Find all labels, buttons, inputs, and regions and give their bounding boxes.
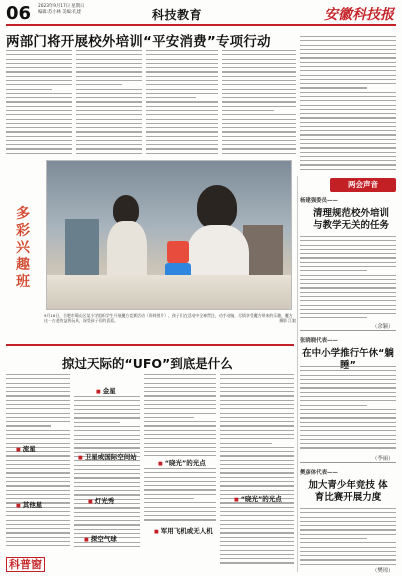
photo-caption: 9月16日，合肥市蜀山区某小学组织学生开展魔方竞赛活动（资料图片），孩子们在活动中全神贯注，动手动脑，尽情享受魔方带来的乐趣。魔方这一古老的益智玩具，深受孩子们的喜爱。 摄影 江毅 [44, 313, 296, 324]
column-divider [297, 176, 298, 572]
sidebar-end-1: （余颖） [372, 324, 394, 330]
issue-meta [38, 4, 128, 16]
issue-editor: 编辑:苏小林 美编:孔建 [38, 10, 81, 15]
sidebar-headline-1: 清理规范校外培训 与教学无关的任务 [312, 208, 389, 231]
ufo-column-2 [74, 396, 140, 550]
sidebar-headline-2: 在中小学推行午休“躺 [302, 348, 394, 359]
sidebar-tag: 两会声音 [330, 178, 396, 192]
ufo-subhead-1: ■ 金星 [96, 386, 116, 395]
decorative-column-title: 多 彩 兴 趣 班 [16, 206, 30, 290]
ufo-subhead-9: ■ “晓光”的光点 [234, 494, 282, 503]
sidebar-author-1: 杨建强委员—— [300, 198, 338, 204]
page-header [0, 0, 402, 30]
ufo-subhead-2: ■ 流星 [16, 444, 36, 453]
section-divider [6, 344, 294, 346]
newspaper-masthead: 安徽科技报 [324, 7, 394, 23]
sidebar-body-2 [300, 366, 396, 452]
sidebar-author-2: 张晓晓代表—— [300, 338, 338, 344]
sidebar-body-3 [300, 508, 396, 566]
sidebar-end-3: （樊琼） [372, 568, 394, 574]
ufo-subhead-5: ■ “晓光”的光点 [158, 458, 206, 467]
issue-date: 2023年9月17日 星期日 [38, 4, 85, 9]
sidebar-headline-3: 加大青少年竞技 体育比赛开展力度 [308, 480, 388, 503]
header-rule [6, 24, 396, 26]
page-number: 06 [6, 3, 32, 24]
sidebar-end-2: （李丽） [372, 456, 394, 462]
lead-column-5 [300, 36, 396, 172]
lead-column-2 [76, 50, 142, 154]
ufo-subhead-4: ■ 卫星或国际空间站 [78, 452, 137, 461]
lead-headline: 两部门将开展校外培训“平安消费”专项行动 [6, 34, 271, 50]
ufo-subhead-8: ■ 军用飞机或无人机 [154, 526, 213, 535]
ufo-headline: 掠过天际的“UFO”到底是什么 [62, 356, 233, 371]
section-title: 科技教育 [152, 8, 203, 22]
photo-credit: 摄影 江毅 [279, 318, 296, 324]
column-footer-label: 科普窗 [6, 556, 45, 572]
sidebar-divider-2 [300, 462, 396, 463]
sidebar-author-3: 樊彦体代表—— [300, 470, 338, 476]
ufo-column-1 [6, 374, 70, 550]
news-photo [46, 160, 292, 310]
sidebar-body-1 [300, 236, 396, 318]
ufo-column-3 [144, 374, 216, 456]
lead-column-3 [146, 50, 218, 154]
sidebar-divider-1 [300, 330, 396, 331]
ufo-column-4 [144, 468, 216, 522]
ufo-subhead-3: ■ 其他星 [16, 500, 42, 509]
ufo-subhead-6: ■ 灯光秀 [88, 496, 114, 505]
ufo-column-5 [220, 374, 294, 564]
lead-column-4 [222, 50, 296, 154]
lead-column-1 [6, 50, 72, 154]
ufo-subhead-7: ■ 探空气球 [84, 534, 117, 543]
